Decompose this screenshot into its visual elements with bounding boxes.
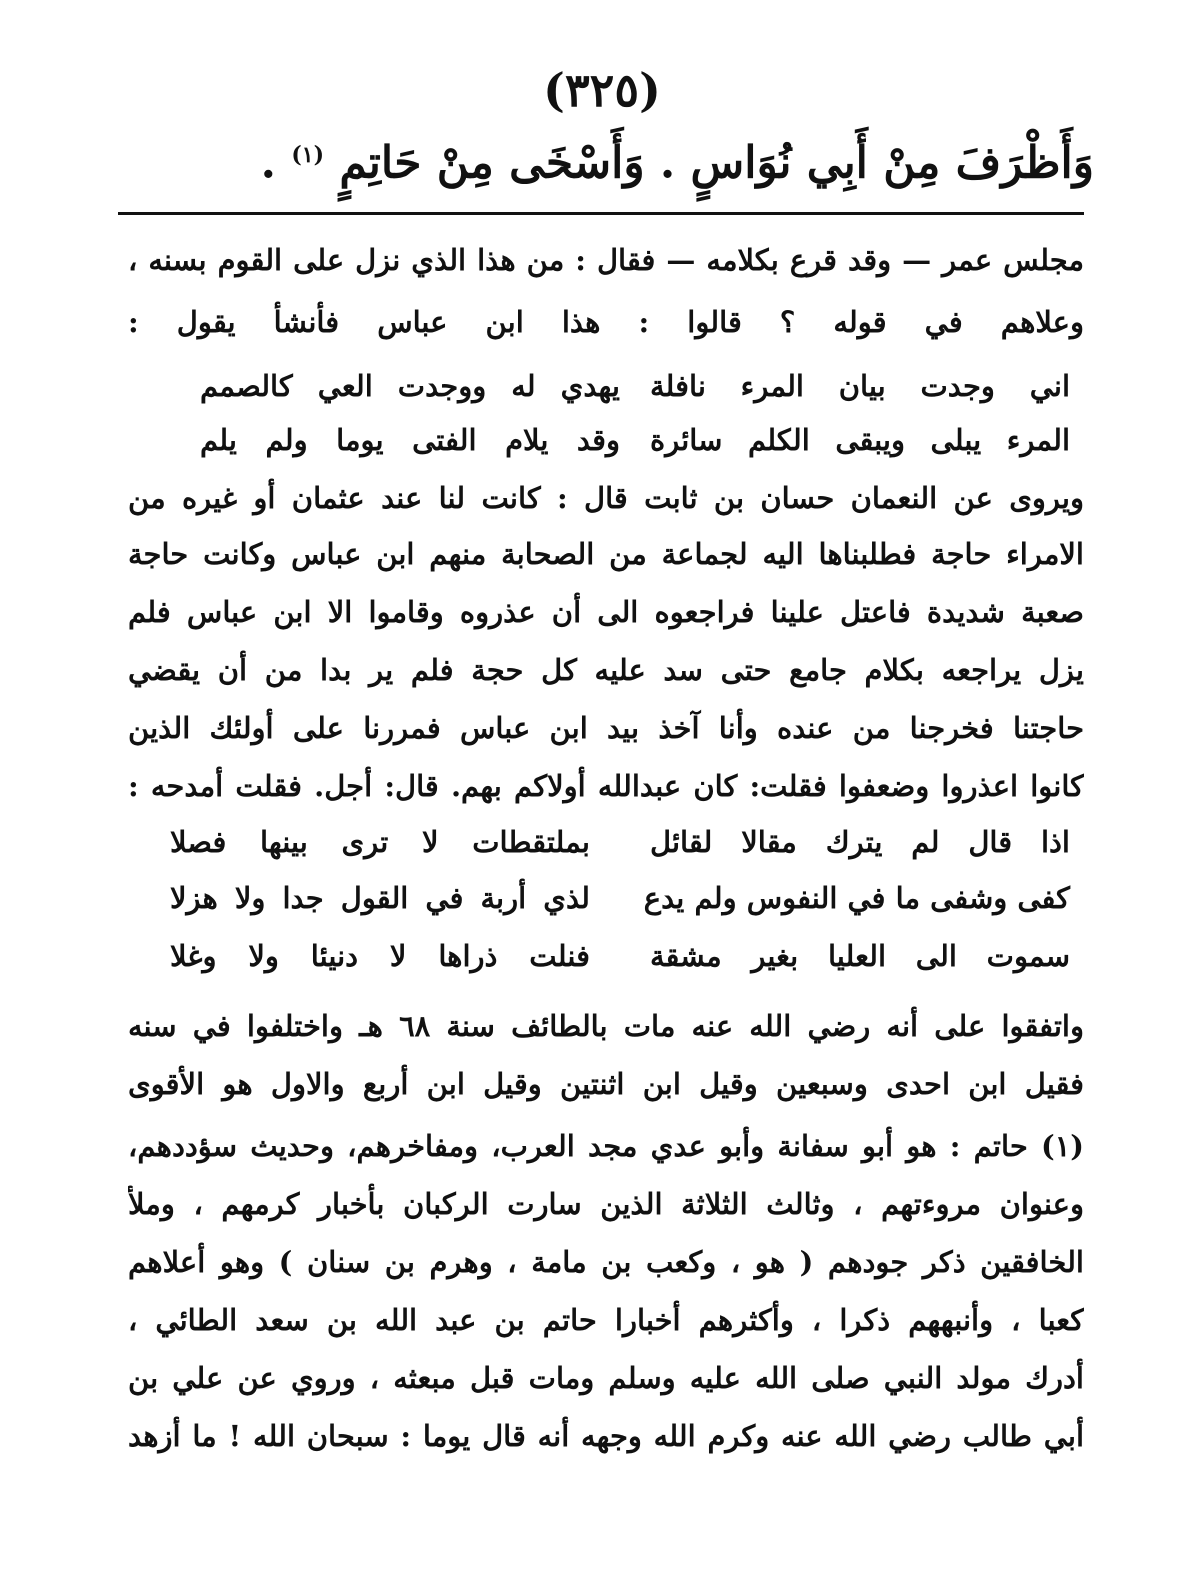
footnote-line: وعنوان مروءتهم ، وثالث الثلاثة الذين سارت الركبان بأخبار كرمهم ، وملأ — [128, 1187, 1084, 1221]
verse — [170, 820, 1070, 864]
verse-hemistich-first: المرء يبلى ويبقى الكلم سائرة — [650, 423, 1070, 457]
verse — [170, 876, 1070, 920]
body-line: واتفقوا على أنه رضي الله عنه مات بالطائف سنة ٦٨ هـ واختلفوا في سنه — [128, 1009, 1084, 1043]
body-line: فقيل ابن احدى وسبعين وقيل ابن اثنتين وقيل ابن أربع والاول هو الأقوى — [128, 1067, 1084, 1101]
body-line: صعبة شديدة فاعتل علينا فراجعوه الى أن عذروه وقاموا الا ابن عباس فلم — [128, 595, 1084, 629]
verse — [200, 364, 1070, 408]
body-line: مجلس عمر — وقد قرع بكلامه — فقال : من هذا الذي نزل على القوم بسنه ، — [128, 243, 1084, 277]
verse-hemistich-first: اذا قال لم يترك مقالا لقائل — [650, 825, 1070, 859]
verse — [200, 418, 1070, 462]
verse-hemistich-second: بملتقطات لا ترى بينها فصلا — [170, 825, 590, 859]
footnote-ref: (١) — [291, 142, 324, 168]
footnote-line: كعبا ، وأنبههم ذكرا ، وأكثرهم أخبارا حاتم بن عبد الله بن سعد الطائي ، — [128, 1303, 1084, 1337]
body-line: يزل يراجعه بكلام جامع حتى سد عليه كل حجة فلم ير بدا من أن يقضي — [128, 653, 1084, 687]
verse-hemistich-first: سموت الى العليا بغير مشقة — [650, 939, 1070, 973]
footnote-line: أبي طالب رضي الله عنه وكرم الله وجهه أنه قال يوما : سبحان الله ! ما أزهد — [128, 1419, 1084, 1453]
verse-hemistich-first: كفى وشفى ما في النفوس ولم يدع — [643, 881, 1070, 915]
footnote-line: الخافقين ذكر جودهم ( هو ، وكعب بن مامة ، وهرم بن سنان ) وهو أعلاهم — [128, 1245, 1084, 1279]
body-line: حاجتنا فخرجنا من عنده وأنا آخذ بيد ابن عباس فمررنا على أولئك الذين — [128, 711, 1084, 745]
header-divider — [118, 212, 1084, 215]
body-line: ويروى عن النعمان حسان بن ثابت قال : كانت لنا عند عثمان أو غيره من — [128, 481, 1084, 515]
verse — [170, 934, 1070, 978]
body-line: كانوا اعذروا وضعفوا فقلت: كان عبدالله أولاكم بهم. قال: أجل. فقلت أمدحه : — [128, 769, 1084, 803]
header-end: . — [260, 137, 276, 189]
verse-hemistich-second: يهدي له ووجدت العي كالصمم — [200, 369, 620, 403]
verse-hemistich-second: وقد يلام الفتى يوما ولم يلم — [200, 423, 620, 457]
footnote-line: أدرك مولد النبي صلى الله عليه وسلم ومات قبل مبعثه ، وروي عن علي بن — [128, 1361, 1084, 1395]
body-line: وعلاهم في قوله ؟ قالوا : هذا ابن عباس فأنشأ يقول : — [128, 305, 1084, 339]
footnote-line: (١) حاتم : هو أبو سفانة وأبو عدي مجد العرب، ومفاخرهم، وحديث سؤددهم، — [128, 1129, 1084, 1163]
verse-hemistich-first: اني وجدت بيان المرء نافلة — [650, 369, 1070, 403]
header-proverb — [110, 120, 1094, 199]
verse-hemistich-second: فنلت ذراها لا دنيئا ولا وغلا — [170, 939, 590, 973]
page-number: (٣٢٥) — [543, 63, 661, 117]
body-line: الامراء حاجة فطلبناها اليه لجماعة من الصحابة منهم ابن عباس وكانت حاجة — [128, 537, 1084, 571]
header-text: وَأَظْرَفَ مِنْ أَبِي نُوَاسٍ . وَأَسْخَى مِنْ حَاتِمٍ — [339, 137, 1094, 189]
verse-hemistich-second: لذي أربة في القول جدا ولا هزلا — [170, 881, 590, 915]
